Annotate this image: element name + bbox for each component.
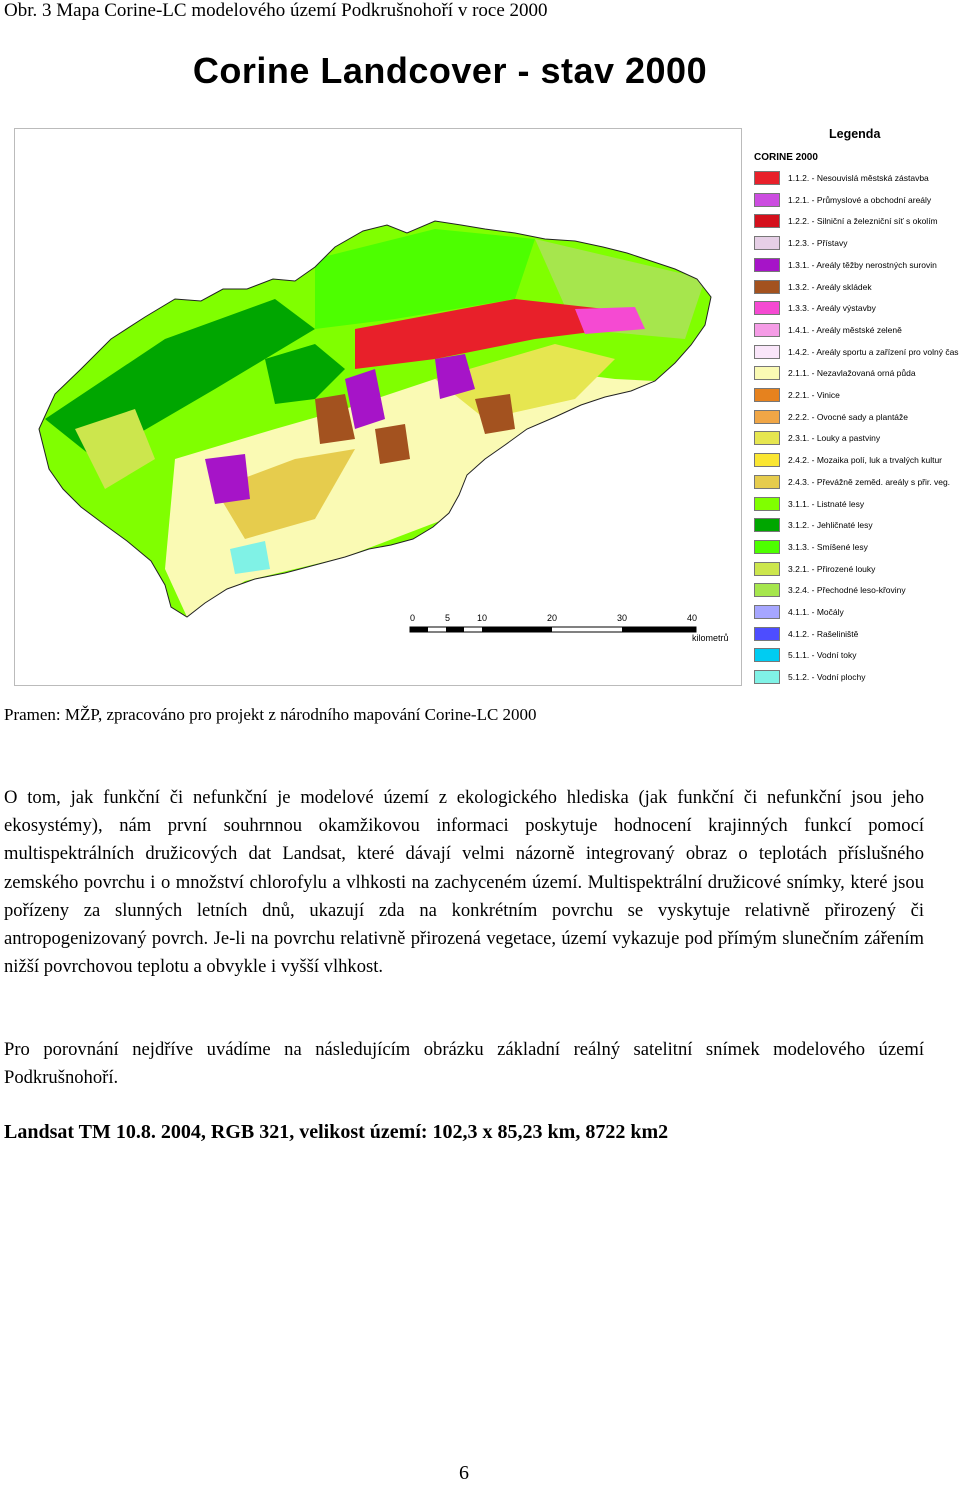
section-subtitle: Landsat TM 10.8. 2004, RGB 321, velikost území: 102,3 x 85,23 km, 8722 km2 bbox=[4, 1121, 669, 1143]
legend-item bbox=[754, 301, 960, 315]
legend-item bbox=[754, 518, 960, 532]
legend-swatch bbox=[754, 540, 780, 554]
scale-bar bbox=[408, 613, 738, 663]
legend-label: 1.4.2. - Areály sportu a zařízení pro volný čas bbox=[788, 346, 959, 357]
figure-title: Corine Landcover - stav 2000 bbox=[192, 50, 708, 91]
legend-item bbox=[754, 670, 960, 684]
legend-label: 1.4.1. - Areály městské zeleně bbox=[788, 324, 902, 335]
legend-item bbox=[754, 562, 960, 576]
legend-swatch bbox=[754, 345, 780, 359]
legend-item bbox=[754, 540, 960, 554]
legend-item bbox=[754, 366, 960, 380]
legend-label: 1.3.2. - Areály skládek bbox=[788, 281, 872, 292]
legend-swatch bbox=[754, 562, 780, 576]
legend-swatch bbox=[754, 280, 780, 294]
scale-unit: kilometrů bbox=[692, 633, 729, 643]
legend-title: Legenda bbox=[829, 127, 881, 141]
scale-label: 0 bbox=[410, 613, 416, 623]
legend-label: 3.1.2. - Jehličnaté lesy bbox=[788, 520, 873, 531]
legend-item bbox=[754, 258, 960, 272]
legend-swatch bbox=[754, 431, 780, 445]
map-graphic bbox=[15, 129, 741, 685]
legend-label: 2.1.1. - Nezavlažovaná orná půda bbox=[788, 368, 916, 379]
legend-label: 1.2.3. - Přístavy bbox=[788, 238, 848, 249]
legend-item bbox=[754, 605, 960, 619]
body-paragraph: O tom, jak funkční či nefunkční je modelové území z ekologického hlediska (jak funkční či nefunkční jsou jeho ekosystémy), nám první souhrnnou okamžikovou informaci poskytuje hodnocení krajinných funkcí pomocí multispektrálních družicových dat Landsat, které dávají velmi názorně integrovaný obraz o teplotách příslušného zemského povrchu i o množství chlorofylu a vlhkosti na zachyceném území. Multispektrální družicové snímky, které jsou pořízeny za slunných letních dnů, ukazují zda na konkrétním povrchu se vyskytuje relativně přirozený či antropogenizovaný povrch. Je-li na povrchu relativně přirozená vegetace, území vykazuje pod přímým slunečním zářením nižší povrchovou teplotu a obvykle i vyšší vlhkost. bbox=[4, 787, 924, 978]
legend-swatch bbox=[754, 410, 780, 424]
legend-swatch bbox=[754, 627, 780, 641]
legend-item bbox=[754, 453, 960, 467]
legend-label: 5.1.2. - Vodní plochy bbox=[788, 672, 866, 683]
legend-swatch bbox=[754, 388, 780, 402]
legend-swatch bbox=[754, 193, 780, 207]
legend-item bbox=[754, 627, 960, 641]
legend-swatch bbox=[754, 301, 780, 315]
legend-item bbox=[754, 323, 960, 337]
legend-swatch bbox=[754, 453, 780, 467]
legend-item bbox=[754, 410, 960, 424]
legend-label: 1.3.1. - Areály těžby nerostných surovin bbox=[788, 259, 937, 270]
legend-swatch bbox=[754, 214, 780, 228]
legend-swatch bbox=[754, 258, 780, 272]
legend-swatch bbox=[754, 323, 780, 337]
legend-item bbox=[754, 236, 960, 250]
legend-item bbox=[754, 280, 960, 294]
legend-label: 4.1.2. - Rašeliniště bbox=[788, 628, 859, 639]
legend-item bbox=[754, 431, 960, 445]
legend-swatch bbox=[754, 497, 780, 511]
legend-item bbox=[754, 171, 960, 185]
legend-swatch bbox=[754, 518, 780, 532]
legend-swatch bbox=[754, 475, 780, 489]
scale-label: 10 bbox=[477, 613, 488, 623]
legend-label: 2.4.2. - Mozaika polí, luk a trvalých kultur bbox=[788, 455, 943, 466]
legend-item bbox=[754, 583, 960, 597]
legend-label: 1.3.3. - Areály výstavby bbox=[788, 303, 876, 314]
legend-label: 5.1.1. - Vodní toky bbox=[788, 650, 857, 661]
legend-label: 1.1.2. - Nesouvislá městská zástavba bbox=[788, 173, 929, 183]
legend-swatch bbox=[754, 670, 780, 684]
scale-label: 30 bbox=[617, 613, 628, 623]
legend-swatch bbox=[754, 648, 780, 662]
legend-label: 3.1.1. - Listnaté lesy bbox=[788, 498, 865, 509]
page-number: 6 bbox=[459, 1462, 469, 1484]
figure-caption: Obr. 3 Mapa Corine-LC modelového území Podkrušnohoří v roce 2000 bbox=[4, 0, 548, 21]
scale-label: 40 bbox=[687, 613, 698, 623]
source-note: Pramen: MŽP, zpracováno pro projekt z národního mapování Corine-LC 2000 bbox=[4, 705, 537, 724]
legend-item bbox=[754, 345, 960, 359]
legend-label: 4.1.1. - Močály bbox=[788, 607, 844, 617]
legend-swatch bbox=[754, 236, 780, 250]
legend-swatch bbox=[754, 583, 780, 597]
legend-item bbox=[754, 214, 960, 228]
scale-label: 20 bbox=[547, 613, 558, 623]
legend-label: 3.2.1. - Přirozené louky bbox=[788, 563, 876, 574]
legend-label: 2.4.3. - Převážně zeměd. areály s přir. veg. bbox=[788, 476, 951, 487]
legend-label: 1.2.2. - Silniční a železniční síť s okolím bbox=[788, 216, 938, 227]
legend-label: 1.2.1. - Průmyslové a obchodní areály bbox=[788, 194, 932, 205]
legend-label: 2.2.2. - Ovocné sady a plantáže bbox=[788, 411, 909, 422]
legend-swatch bbox=[754, 605, 780, 619]
scale-label: 5 bbox=[445, 613, 451, 623]
scale-bar-graphic bbox=[408, 625, 738, 655]
legend-item bbox=[754, 497, 960, 511]
body-paragraph: Pro porovnání nejdříve uvádíme na následujícím obrázku základní reálný satelitní snímek modelového území Podkrušnohoří. bbox=[4, 1039, 924, 1089]
legend-label: 2.3.1. - Louky a pastviny bbox=[788, 433, 881, 444]
legend-swatch bbox=[754, 366, 780, 380]
corine-figure bbox=[0, 28, 960, 690]
legend-item bbox=[754, 648, 960, 662]
legend-label: 2.2.1. - Vinice bbox=[788, 390, 840, 400]
land-cover-map bbox=[14, 128, 742, 686]
legend-item bbox=[754, 388, 960, 402]
legend-item bbox=[754, 193, 960, 207]
legend-label: 3.1.3. - Smíšené lesy bbox=[788, 541, 868, 552]
legend-label: 3.2.4. - Přechodné leso-křoviny bbox=[788, 585, 906, 596]
legend-swatch bbox=[754, 171, 780, 185]
legend-item bbox=[754, 475, 960, 489]
legend-subtitle: CORINE 2000 bbox=[754, 152, 818, 163]
